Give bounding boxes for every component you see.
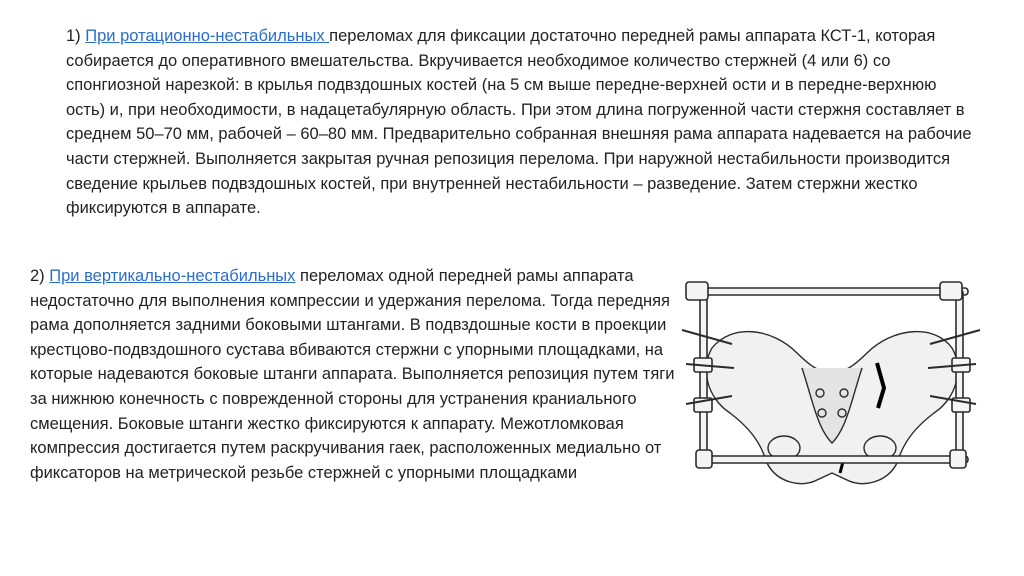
frame-right-bar — [956, 290, 963, 462]
frame-top-bar — [694, 288, 968, 295]
paragraph2-text: переломах одной передней рамы аппарата недостаточно для выполнения компрессии и удержания перелома. Тогда передняя рама дополняется задними боковыми штангами. В подвздошные кости в проекции крестцово-подвздошного сустава вбиваются стержни с упорными площадками, на которые надеваются боковые штанги аппарата. Выполняется репозиция путем тяги за нижнюю конечность с поврежденной стороны для устранения краниального смещения. Боковые штанги жестко фиксируются к аппарату. Межотломковая компрессия достигается путем раскручивания гаек, расположенных медиально от фиксаторов на метрической резьбе стержней с упорными площадками — [30, 267, 675, 482]
paragraph2-prefix: 2) — [30, 267, 50, 285]
link-rotational-unstable[interactable]: При ротационно-нестабильных — [85, 27, 330, 45]
frame-left-bar — [700, 290, 707, 462]
paragraph-rotational-unstable — [66, 24, 976, 221]
pelvis-fixator-illustration — [672, 268, 990, 508]
link-vertical-unstable[interactable]: При вертикально-нестабильных — [49, 267, 296, 285]
paragraph1-text: переломах для фиксации достаточно передней рамы аппарата КСТ-1, которая собирается до оперативного вмешательства. Вкручивается необходимое количество стержней (4 или 6) со спонгиозной нарезкой: в крылья подвздошных костей (на 5 см выше передне-верхней ости и в передне-верхнюю ость) и, при необходимости, в надацетабулярную область. При этом длина погруженной части стержня составляет в среднем 50–70 мм, рабочей – 60–80 мм. Предварительно собранная внешняя рама аппарата надевается на рабочие части стержней. Выполняется закрытая ручная репозиция перелома. При наружной нестабильности производится сведение крыльев подвздошных костей, при внутренней нестабильности – разведение. Затем стержни жестко фиксируются в аппарате. — [66, 27, 972, 218]
frame-bottom-bar — [704, 456, 968, 463]
paragraph1-prefix: 1) — [66, 27, 86, 45]
paragraph-vertical-unstable — [30, 264, 680, 485]
